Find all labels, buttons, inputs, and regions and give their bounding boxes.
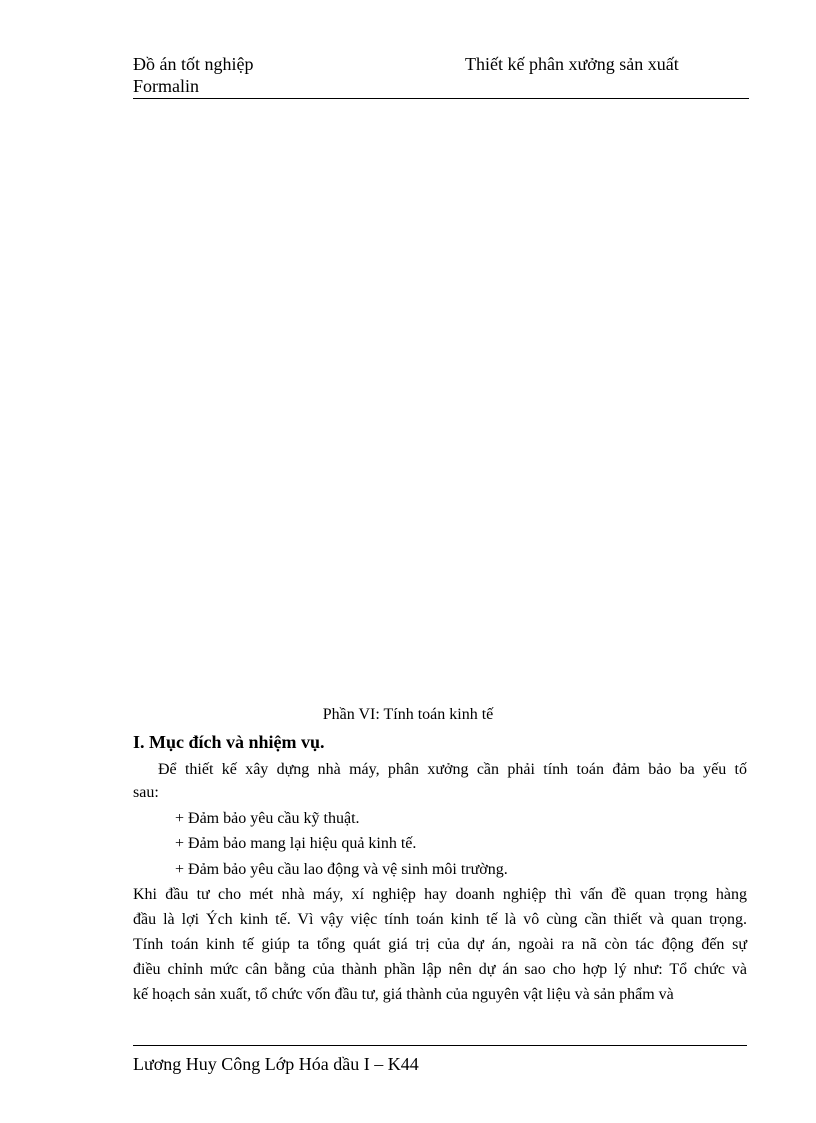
header-project-title: Thiết kế phân xưởng sản xuất [465, 54, 679, 74]
paragraph-line: kế hoạch sản xuất, tổ chức vốn đầu tư, giá thành của nguyên vật liệu và sản phẩm và [133, 986, 674, 1003]
intro-text-line: Để thiết kế xây dựng nhà máy, phân xưởng cần phải tính toán đảm bảo ba yếu tố [158, 761, 747, 778]
paragraph-line: điều chỉnh mức cân bằng của thành phần lập nên dự án sao cho hợp lý như: Tổ chức và [133, 961, 747, 978]
bullet-item: + Đảm bảo yêu cầu kỹ thuật. [175, 810, 360, 827]
page-header [133, 52, 749, 99]
header-subject: Formalin [133, 76, 199, 96]
part-title: Phần VI: Tính toán kinh tế [322, 706, 494, 723]
section-heading: I. Mục đích và nhiệm vụ. [133, 732, 325, 752]
footer-divider [133, 1045, 747, 1046]
paragraph-line: Khi đầu tư cho mét nhà máy, xí nghiệp hay doanh nghiệp thì vấn đề quan trọng hàng [133, 886, 747, 903]
paragraph-line: Tính toán kinh tế giúp ta tổng quát giá trị của dự án, ngoài ra nã còn tác động đến sự [133, 936, 747, 953]
header-document-type: Đồ án tốt nghiệp [133, 54, 254, 74]
page-footer: Lương Huy Công Lớp Hóa dầu I – K44 [133, 1054, 419, 1074]
bullet-item: + Đảm bảo mang lại hiệu quả kinh tế. [175, 835, 417, 852]
intro-text-line: sau: [133, 784, 159, 801]
bullet-item: + Đảm bảo yêu cầu lao động và vệ sinh môi trường. [175, 861, 508, 878]
paragraph-line: đầu là lợi Ých kinh tế. Vì vậy việc tính toán kinh tế là vô cùng cần thiết và quan trọng. [133, 911, 747, 928]
